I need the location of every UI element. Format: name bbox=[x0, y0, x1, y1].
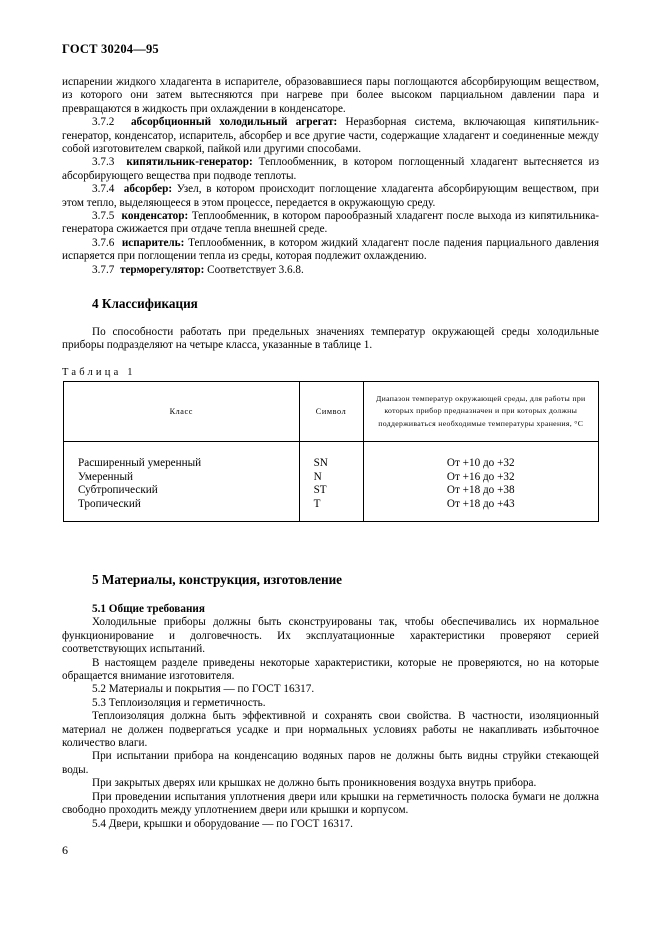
cell-class: Тропический bbox=[64, 498, 300, 522]
header-temperature-range: Диапазон температур окружающей среды, для работы при которых прибор предназначен и при которых должны поддерживаться необходимые температуры хранения, °С bbox=[363, 382, 599, 442]
definition-3-7-3: 3.7.3 кипятильник-генератор: Теплообменник, в котором поглощенный хладагент вытесняется из абсорбирующего вещества при подводе теплоты. bbox=[62, 156, 600, 182]
definition-3-7-5: 3.7.5 конденсатор: Теплообменник, в котором парообразный хладагент после выхода из кипятильника-генератора сжижается при отдаче тепла внешней среде. bbox=[62, 210, 600, 236]
table-row bbox=[64, 442, 599, 471]
cell-range: От +18 до +38 bbox=[363, 484, 599, 498]
section-5-heading: 5 Материалы, конструкция, изготовление bbox=[92, 572, 343, 587]
cell-symbol: SN bbox=[299, 442, 363, 471]
section-5-body bbox=[62, 603, 599, 831]
section-5-paragraph: 5.4 Двери, крышки и оборудование — по ГОСТ 16317. bbox=[92, 817, 353, 830]
cell-symbol: N bbox=[299, 471, 363, 485]
header-class: Класс bbox=[64, 382, 300, 442]
header-symbol: Символ bbox=[299, 382, 363, 442]
section-5-paragraph: При испытании прибора на конденсацию водяных паров не должны быть видны струйки стекающей воды. bbox=[62, 750, 599, 776]
definitions-block bbox=[62, 76, 599, 277]
cell-class: Умеренный bbox=[64, 471, 300, 485]
subsection-5-1-heading: 5.1 Общие требования bbox=[92, 603, 205, 615]
section-4-body bbox=[62, 326, 599, 353]
section-5-paragraph: Холодильные приборы должны быть сконструированы так, чтобы обеспечивались их нормальное функционирование и долговечность. Их эксплуатационные характеристики проверяют серией соответствующих испытаний. bbox=[62, 616, 599, 656]
definition-3-7-6: 3.7.6 испаритель: Теплообменник, в котором жидкий хладагент после падения парциального давления испаряется при поглощении тепла из среды, которая подлежит охлаждению. bbox=[62, 236, 600, 263]
table-row bbox=[64, 498, 599, 522]
section-4-heading: 4 Классификация bbox=[92, 296, 198, 311]
section-5-paragraph: При закрытых дверях или крышках не должно быть проникновения воздуха внутрь прибора. bbox=[92, 777, 537, 790]
cell-range: От +16 до +32 bbox=[363, 471, 599, 485]
cell-symbol: ST bbox=[299, 484, 363, 498]
section-5-paragraph: При проведении испытания уплотнения двери или крышки на герметичность полоска бумаги не должна свободно проходить между уплотнением двери или крышки и корпусом. bbox=[62, 790, 599, 817]
definition-3-7-4: 3.7.4 абсорбер: Узел, в котором происходит поглощение хладагента абсорбирующим веществом, при этом тепло, выделяющееся в этом процессе, передается в окружающую среду. bbox=[62, 183, 600, 209]
classification-table bbox=[63, 381, 599, 522]
table-row bbox=[64, 471, 599, 485]
cell-symbol: T bbox=[299, 498, 363, 522]
cell-class: Субтропический bbox=[64, 484, 300, 498]
definition-3-7-7: 3.7.7 терморегулятор: Соответствует 3.6.8. bbox=[92, 263, 304, 276]
cell-range: От +18 до +43 bbox=[363, 498, 599, 522]
cell-class: Расширенный умеренный bbox=[64, 442, 300, 471]
continuation-paragraph: испарении жидкого хладагента в испарителе, образовавшиеся пары поглощаются абсорбирующим веществом, из которого они затем вытесняются при нагреве при более высоком парциальном давлении пара и превращаются в жидкость при охлаждении в конденсаторе. bbox=[62, 76, 599, 115]
section-5-paragraph: 5.3 Теплоизоляция и герметичность. bbox=[92, 696, 266, 709]
page-number: 6 bbox=[62, 843, 68, 857]
section-4-paragraph: По способности работать при предельных значениях температур окружающей среды холодильные приборы подразделяют на четыре класса, указанные в таблице 1. bbox=[62, 326, 599, 352]
section-5-paragraph: 5.2 Материалы и покрытия — по ГОСТ 16317. bbox=[92, 683, 315, 696]
table-header-row bbox=[64, 382, 599, 442]
table-row bbox=[64, 484, 599, 498]
page-header: ГОСТ 30204—95 bbox=[62, 42, 159, 56]
table-caption: Таблица 1 bbox=[62, 367, 136, 378]
definition-3-7-2: 3.7.2 абсорбционный холодильный агрегат: Неразборная система, включающая кипятильник-генератор, конденсатор, испаритель, абсорбер и все другие части, содержащие хладагент и соединенные между собой изготовителем сваркой, пайкой или другими способами. bbox=[62, 116, 599, 156]
section-5-paragraph: В настоящем разделе приведены некоторые характеристики, которые не проверяются, но на которые обращается внимание изготовителя. bbox=[62, 656, 599, 683]
cell-range: От +10 до +32 bbox=[363, 442, 599, 471]
section-5-paragraph: Теплоизоляция должна быть эффективной и сохранять свои свойства. В частности, изоляционный материал не должен подвергаться усадке и при нормальных условиях работы не накапливать избыточное количество влаги. bbox=[62, 710, 599, 750]
